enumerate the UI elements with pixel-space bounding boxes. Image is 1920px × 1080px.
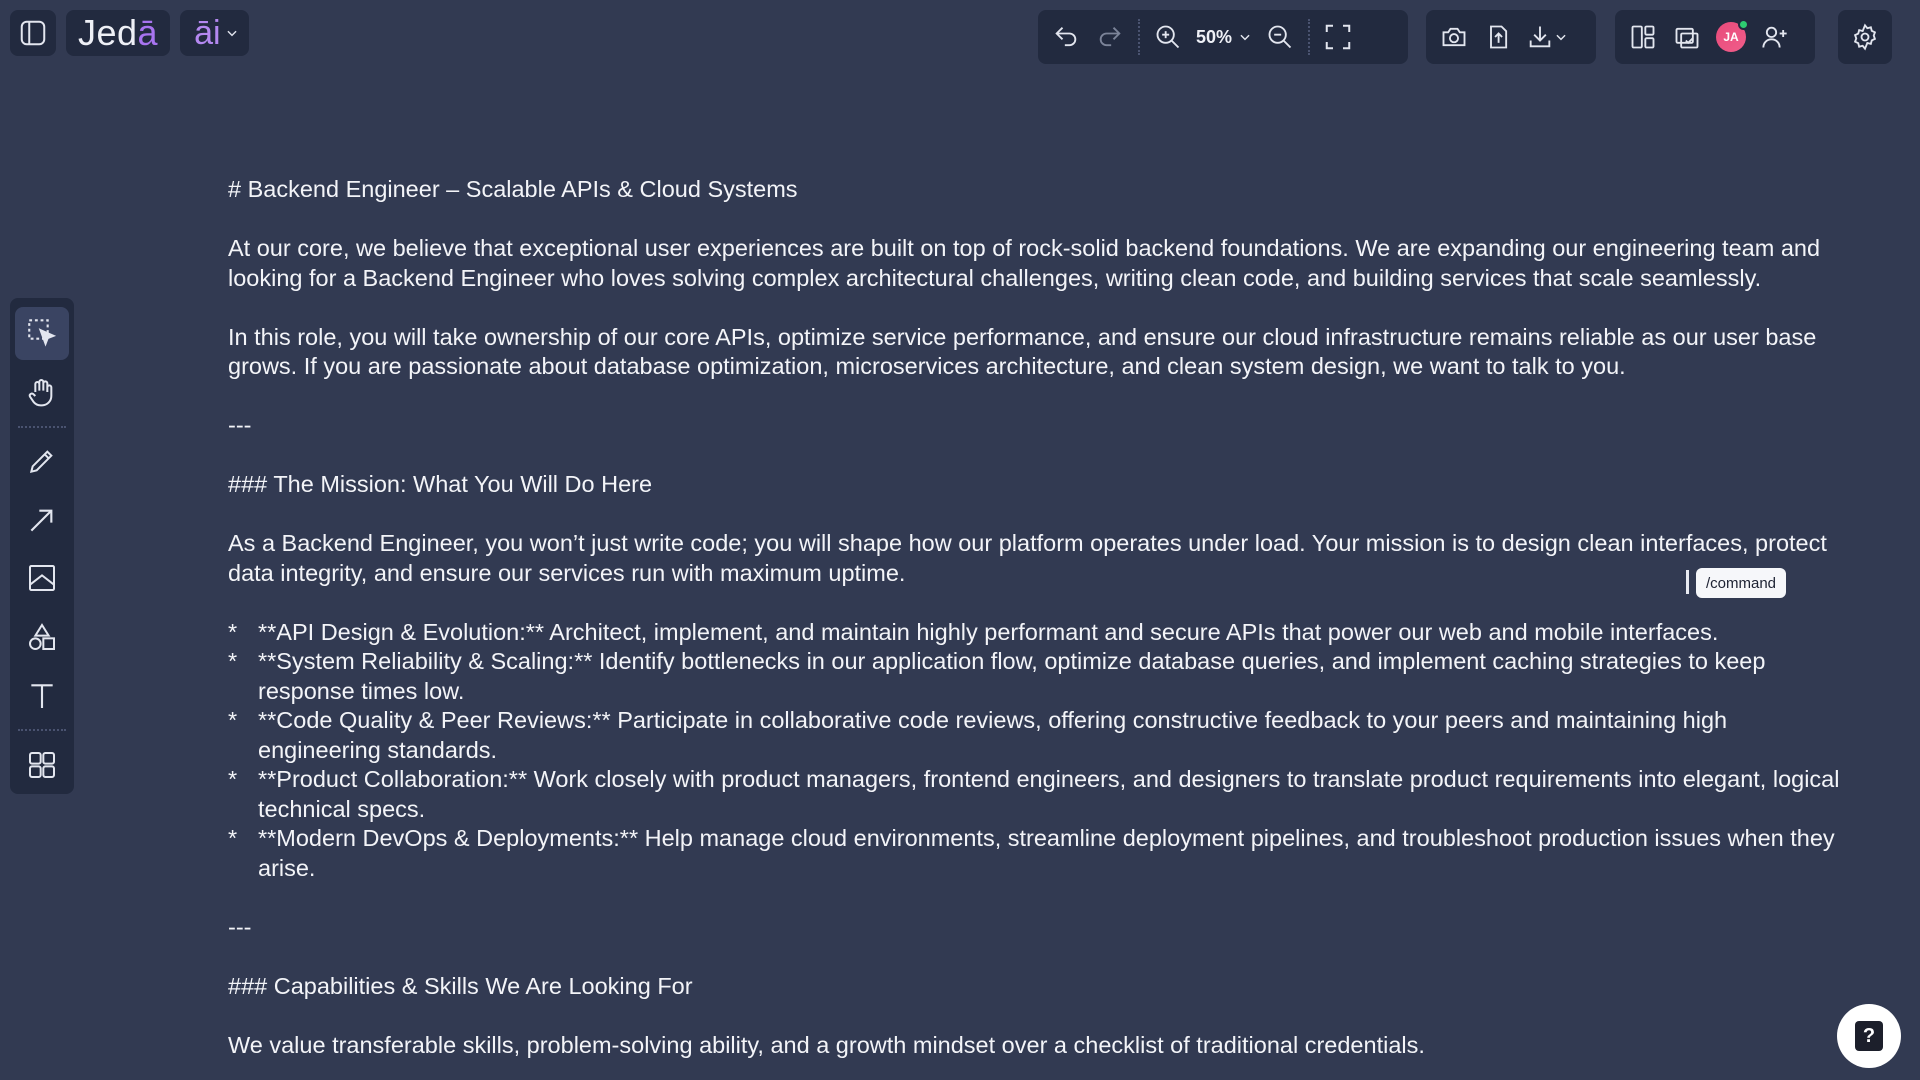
hand-tool-button[interactable] — [15, 366, 69, 419]
tool-rail — [10, 298, 74, 794]
zoom-level-value: 50% — [1196, 26, 1233, 47]
list-item-text: **System Reliability & Scaling:** Identify bottlenecks in our application flow, optimize database queries, and implement caching strategies to keep response times low. — [258, 648, 1766, 704]
help-question-icon: ? — [1855, 1021, 1883, 1051]
shapes-icon — [26, 621, 58, 653]
list-item — [228, 618, 1848, 648]
present-button[interactable] — [1667, 17, 1707, 57]
doc-paragraph: At our core, we believe that exceptional user experiences are built on top of rock-solid backend foundations. We are expanding our engineering team and looking for a Backend Engineer who loves solving complex architectural challenges, writing clean code, and building services that scale seamlessly. — [228, 235, 1821, 291]
doc-divider: --- — [228, 913, 252, 940]
arrow-tool-button[interactable] — [15, 493, 69, 546]
rail-divider — [18, 729, 66, 731]
doc-divider: --- — [228, 412, 252, 438]
fullscreen-icon — [1323, 22, 1353, 52]
doc-heading: ### The Mission: What You Will Do Here — [228, 471, 653, 497]
download-icon — [1526, 23, 1554, 51]
command-hint-tooltip — [1696, 568, 1786, 598]
export-toolbar — [1426, 10, 1596, 64]
top-left-cluster — [10, 10, 249, 56]
doc-paragraph: We value transferable skills, problem-solving ability, and a growth mindset over a checklist of traditional credentials. — [228, 1031, 1425, 1058]
online-status-dot — [1738, 19, 1749, 30]
image-frame-icon — [26, 562, 58, 594]
list-item-text: **Modern DevOps & Deployments:** Help manage cloud environments, streamline deployment pipelines, and troubleshoot production issues when they arise. — [258, 825, 1835, 881]
select-tool-button[interactable] — [15, 307, 69, 360]
layout-panels-icon — [1629, 23, 1657, 51]
redo-icon — [1096, 23, 1124, 51]
list-item — [228, 706, 1848, 765]
logo-text: Jedā — [78, 12, 159, 53]
avatar — [1716, 22, 1746, 52]
list-item — [228, 647, 1848, 706]
history-zoom-toolbar — [1038, 10, 1408, 64]
sidebar-toggle-button[interactable] — [10, 10, 56, 56]
widgets-tool-button[interactable] — [15, 738, 69, 791]
bullet-marker: * — [228, 707, 238, 733]
app-logo[interactable] — [66, 10, 170, 56]
text-cursor — [1686, 570, 1689, 594]
doc-paragraph: In this role, you will take ownership of our core APIs, optimize service performance, and ensure our cloud infrastructure remains reliable as our user base grows. If you are passionate about database optimization, microservices architecture, and clean system design, we want to talk to you. — [228, 323, 1817, 379]
text-icon — [26, 680, 58, 712]
zoom-level-dropdown[interactable] — [1192, 17, 1256, 57]
toolbar-divider — [1138, 19, 1140, 55]
invite-user-button[interactable] — [1755, 17, 1795, 57]
zoom-out-icon — [1266, 23, 1294, 51]
canvas-text-block[interactable] — [228, 175, 1848, 1060]
select-cursor-icon — [25, 316, 59, 350]
zoom-out-button[interactable] — [1260, 17, 1300, 57]
chevron-down-icon — [1554, 30, 1568, 44]
bullet-marker: * — [228, 766, 238, 792]
redo-button[interactable] — [1090, 17, 1130, 57]
rail-divider — [18, 426, 66, 428]
hand-icon — [26, 376, 58, 408]
pencil-icon — [26, 445, 58, 477]
sidebar-panel-icon — [18, 18, 48, 48]
fit-to-screen-button[interactable] — [1318, 17, 1358, 57]
bullet-marker: * — [228, 825, 238, 851]
help-button[interactable] — [1837, 1004, 1901, 1068]
image-tool-button[interactable] — [15, 552, 69, 605]
chevron-down-icon — [1238, 30, 1252, 44]
grid-icon — [26, 749, 58, 781]
toolbar-divider — [1308, 19, 1310, 55]
layout-button[interactable] — [1623, 17, 1663, 57]
arrow-icon — [26, 504, 58, 536]
zoom-in-icon — [1154, 23, 1182, 51]
zoom-in-button[interactable] — [1148, 17, 1188, 57]
ai-label: āi — [194, 13, 221, 52]
undo-button[interactable] — [1046, 17, 1086, 57]
screenshot-button[interactable] — [1434, 17, 1474, 57]
list-item — [228, 824, 1848, 883]
avatar-initials: JA — [1723, 30, 1739, 44]
upload-file-icon — [1484, 23, 1512, 51]
user-avatar-button[interactable] — [1711, 17, 1751, 57]
undo-icon — [1052, 23, 1080, 51]
list-item-text: **Code Quality & Peer Reviews:** Participate in collaborative code reviews, offering constructive feedback to your peers and maintaining high engineering standards. — [258, 707, 1728, 763]
chevron-down-icon — [225, 26, 239, 40]
doc-heading: ### Capabilities & Skills We Are Looking For — [228, 972, 693, 999]
bullet-marker: * — [228, 648, 238, 674]
shapes-tool-button[interactable] — [15, 611, 69, 664]
collaboration-toolbar — [1615, 10, 1815, 64]
ai-menu-button[interactable] — [180, 10, 248, 56]
camera-icon — [1440, 23, 1468, 51]
text-tool-button[interactable] — [15, 670, 69, 723]
gear-icon — [1851, 23, 1879, 51]
upload-button[interactable] — [1478, 17, 1518, 57]
download-dropdown[interactable] — [1522, 17, 1572, 57]
settings-button[interactable] — [1838, 10, 1892, 64]
bullet-marker: * — [228, 618, 238, 645]
command-hint-text: /command — [1706, 574, 1777, 592]
list-item-text: **Product Collaboration:** Work closely with product managers, frontend engineers, and designers to translate product requirements into elegant, logical technical specs. — [258, 766, 1840, 822]
add-user-icon — [1761, 23, 1789, 51]
list-item-text: **API Design & Evolution:** Architect, implement, and maintain highly performant and secure APIs that power our web and mobile interfaces. — [258, 618, 1719, 645]
list-item — [228, 765, 1848, 824]
pen-tool-button[interactable] — [15, 435, 69, 488]
doc-paragraph: As a Backend Engineer, you won’t just write code; you will shape how our platform operates under load. Your mission is to design clean interfaces, protect data integrity, and ensure our services run with maximum uptime. — [228, 530, 1827, 586]
doc-title: # Backend Engineer – Scalable APIs & Cloud Systems — [228, 176, 798, 202]
slides-icon — [1673, 23, 1701, 51]
